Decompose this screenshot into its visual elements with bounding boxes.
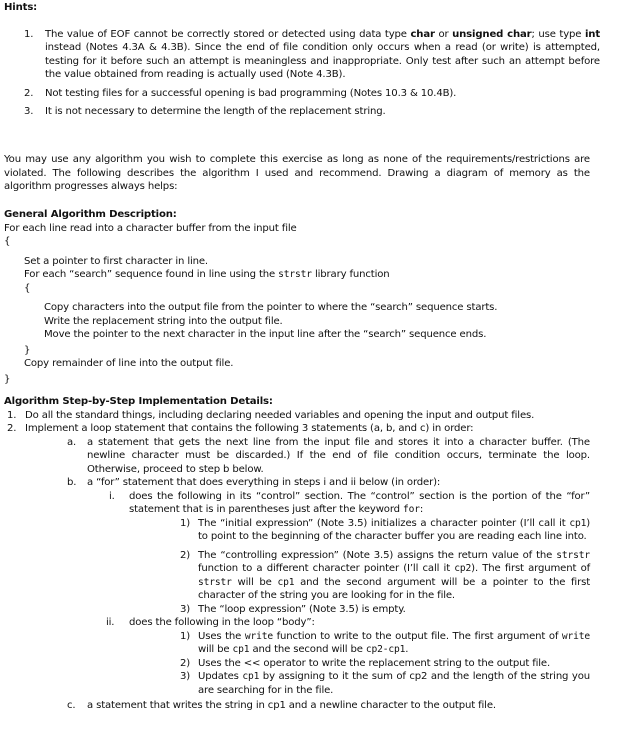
hint-number: 1.: [24, 28, 34, 40]
hint-item-2: [4, 87, 600, 101]
brace-open: {: [4, 236, 11, 247]
step-2b-i-3: 3) The “loop expression” (Note 3.5) is empty.: [180, 603, 406, 615]
step-2b-ii: ii. does the following in the loop “body”:: [106, 617, 315, 628]
inner-brace-close: }: [24, 344, 31, 356]
write-replacement-line: Write the replacement string into the output file.: [44, 315, 283, 327]
step-2b: b. a “for” statement that does everything in steps i and ii below (in order):: [67, 477, 441, 488]
hint-text: Not testing files for a successful opening is bad programming (Notes 10.3 & 10.4B).: [45, 87, 457, 99]
general-title: General Algorithm Description:: [4, 209, 177, 220]
hint-text: It is not necessary to determine the length of the replacement string.: [45, 106, 386, 117]
hints-section: [4, 0, 600, 119]
general-line-for-each-line: For each line read into a character buffer from the input file: [4, 222, 297, 234]
step-2b-i-1: 1) The “initial expression” (Note 3.5) initializes a character pointer (I’ll call it cp1) to point to the beginning of the character buffer you are reading each line into.: [180, 517, 590, 542]
hint-number: 2.: [24, 87, 34, 99]
general-section: [4, 208, 594, 386]
step-2b-i-2: 2) The “controlling expression” (Note 3.5) assigns the return value of the strstr function to a different character pointer (I’ll call it cp2). The first argument of strstr will be cp1 and the second argument will be a pointer to the first character of the string you are looking for in the file.: [180, 549, 591, 601]
step-2a: a. a statement that gets the next line from the input file and stores it into a character buffer. (The newline character must be discarded.) If the end of file condition occurs, terminate the loop. Otherwise, proceed to step b below.: [67, 436, 590, 475]
step-2b-ii-2: 2) Uses the << operator to write the replacement string to the output file.: [180, 657, 551, 669]
step-2: 2. Implement a loop statement that contains the following 3 statements (a, b, and c) in order:: [7, 423, 474, 434]
move-pointer-line: Move the pointer to the next character in the input line after the “search” sequence ends.: [44, 329, 487, 340]
for-each-search-line: For each “search” sequence found in line using the strstr library function: [24, 269, 390, 280]
steps-section: [4, 395, 590, 713]
step-2b-ii-1: 1) Uses the write function to write to the output file. The first argument of write will be cp1 and the second will be cp2-cp1.: [180, 630, 590, 655]
brace-close: }: [4, 373, 11, 385]
copy-chars-line: Copy characters into the output file from the pointer to where the “search” sequence starts.: [44, 302, 498, 313]
copy-remainder-line: Copy remainder of line into the output file.: [24, 358, 234, 369]
hint-item-1: 1. The value of EOF cannot be correctly stored or detected using data type char or unsigned char; use type int instead (Notes 4.3A & 4.3B). Since the end of file condition only occurs when a read (or write) is attempted, testing for it before such an attempt is meaningless and inappropriate. Only test after such an attempt before the value obtained from reading is actually used (Note 4.3B).: [24, 28, 600, 80]
hints-title: Hints:: [4, 2, 38, 13]
hint-item-3: [4, 105, 600, 119]
step-2b-ii-3: 3) Updates cp1 by assigning to it the sum of cp2 and the length of the string you are searching for in the file.: [180, 671, 590, 696]
step-1: 1. Do all the standard things, including declaring needed variables and opening the input and output files.: [7, 409, 535, 421]
intro-paragraph: You may use any algorithm you wish to complete this exercise as long as none of the requirements/restrictions are violated. The following describes the algorithm I used and recommend. Drawing a diagram of memory as the algorithm progresses always helps:: [4, 154, 590, 192]
steps-title: Algorithm Step-by-Step Implementation Details:: [4, 396, 273, 407]
set-pointer-line: Set a pointer to first character in line.: [24, 255, 208, 267]
hint-number: 3.: [24, 106, 34, 117]
inner-brace-open: {: [24, 282, 31, 294]
step-2b-i: i. does the following in its “control” section. The “control” section is the portion of the “for” statement that is in parentheses just after the keyword for:: [109, 490, 590, 515]
step-2c: c. a statement that writes the string in cp1 and a newline character to the output file.: [67, 700, 496, 711]
